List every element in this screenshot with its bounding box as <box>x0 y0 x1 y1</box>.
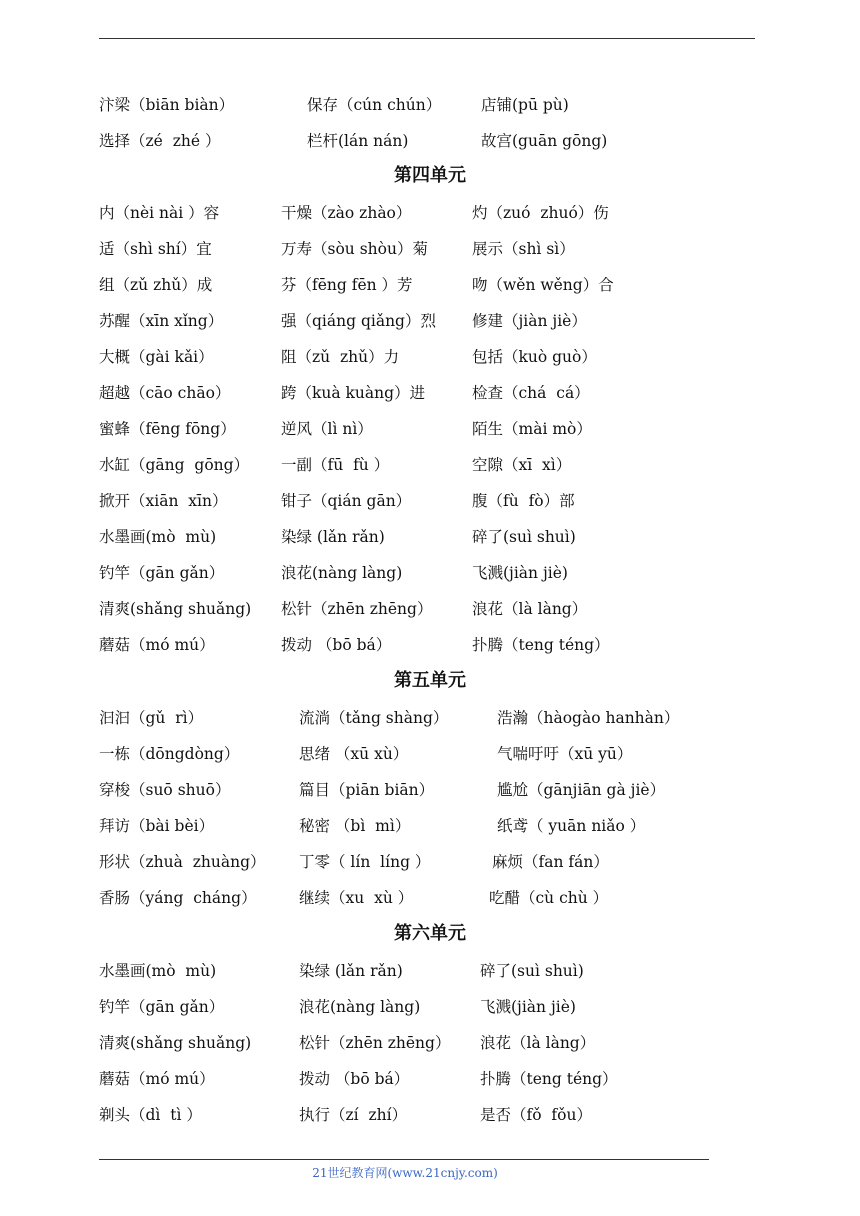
vocab-entry: 浩瀚（hàogào hanhàn） <box>497 709 680 727</box>
vocab-entry: 水墨画(mò mù) <box>99 528 217 546</box>
vocab-entry: 染绿 (lǎn rǎn) <box>299 962 403 980</box>
vocab-row <box>0 994 860 1020</box>
vocab-entry: 苏醒（xīn xǐng） <box>99 312 224 330</box>
vocab-entry: 组（zǔ zhǔ）成 <box>99 276 213 294</box>
vocab-entry: 蜜蜂（fēng fōng） <box>99 420 236 438</box>
vocab-entry: 汴梁（biān biàn） <box>99 96 235 114</box>
vocab-entry: 一副（fū fù ） <box>281 456 390 474</box>
vocab-entry: 保存（cún chún） <box>307 96 442 114</box>
vocab-entry: 篇目（piān biān） <box>299 781 435 799</box>
vocab-entry: 灼（zuó zhuó）伤 <box>472 204 609 222</box>
vocab-entry: 是否（fǒ fǒu） <box>480 1106 592 1124</box>
vocab-entry: 丁零（ lín líng ） <box>299 853 431 871</box>
vocab-entry: 强（qiáng qiǎng）烈 <box>281 312 436 330</box>
vocab-entry: 形状（zhuà zhuàng） <box>99 853 266 871</box>
vocab-row <box>0 1066 860 1092</box>
vocab-entry: 染绿 (lǎn rǎn) <box>281 528 385 546</box>
vocab-entry: 飞溅(jiàn jiè) <box>480 998 576 1016</box>
header-rule <box>99 38 755 39</box>
vocab-entry: 气喘吁吁（xū yū） <box>497 745 633 763</box>
vocab-row <box>0 777 860 803</box>
vocab-row <box>0 92 860 118</box>
vocab-row <box>0 596 860 622</box>
vocab-entry: 大概（gài kǎi） <box>99 348 214 366</box>
vocab-entry: 浪花(nàng làng) <box>299 998 421 1016</box>
vocab-entry: 汩汩（gǔ rì） <box>99 709 204 727</box>
vocab-entry: 穿梭（suō shuō） <box>99 781 231 799</box>
vocab-row <box>0 741 860 767</box>
vocab-entry: 腹（fù fò）部 <box>472 492 575 510</box>
vocab-row <box>0 1102 860 1128</box>
vocab-row <box>0 128 860 154</box>
page-footer: 21世纪教育网(www.21cnjy.com) <box>312 1166 498 1180</box>
vocab-row <box>0 236 860 262</box>
vocab-row <box>0 632 860 658</box>
vocab-entry: 栏杆(lán nán) <box>307 132 409 150</box>
vocab-entry: 跨（kuà kuàng）进 <box>281 384 426 402</box>
unit-heading: 第五单元 <box>394 670 466 691</box>
vocab-entry: 吃醋（cù chù ） <box>489 889 609 907</box>
vocab-entry: 拜访（bài bèi） <box>99 817 215 835</box>
vocab-entry: 碎了(suì shuì) <box>480 962 584 980</box>
vocab-entry: 空隙（xī xì） <box>472 456 572 474</box>
vocab-entry: 浪花（là làng） <box>472 600 588 618</box>
vocab-row <box>0 958 860 984</box>
vocab-entry: 流淌（tǎng shàng） <box>299 709 449 727</box>
vocab-entry: 蘑菇（mó mú） <box>99 636 215 654</box>
vocab-entry: 陌生（mài mò） <box>472 420 592 438</box>
vocab-entry: 浪花(nàng làng) <box>281 564 403 582</box>
vocab-entry: 修建（jiàn jiè） <box>472 312 587 330</box>
vocab-entry: 掀开（xiān xīn） <box>99 492 228 510</box>
vocab-entry: 浪花（là làng） <box>480 1034 596 1052</box>
vocab-entry: 拨动 （bō bá） <box>281 636 392 654</box>
vocab-entry: 纸鸢（ yuān niǎo ） <box>497 817 646 835</box>
vocab-row <box>0 885 860 911</box>
footer-rule <box>99 1159 709 1160</box>
vocab-entry: 继续（xu xù ） <box>299 889 414 907</box>
vocab-entry: 水墨画(mò mù) <box>99 962 217 980</box>
vocab-entry: 碎了(suì shuì) <box>472 528 576 546</box>
vocab-entry: 钓竿（gān gǎn） <box>99 998 225 1016</box>
vocab-entry: 内（nèi nài ）容 <box>99 204 220 222</box>
vocab-row <box>0 813 860 839</box>
vocab-row <box>0 344 860 370</box>
vocab-entry: 拨动 （bō bá） <box>299 1070 410 1088</box>
vocab-entry: 扑腾（teng téng） <box>480 1070 618 1088</box>
vocab-entry: 包括（kuò guò） <box>472 348 597 366</box>
vocab-entry: 适（shì shí）宜 <box>99 240 212 258</box>
vocab-row <box>0 560 860 586</box>
vocab-entry: 执行（zí zhí） <box>299 1106 408 1124</box>
vocab-entry: 麻烦（fan fán） <box>492 853 609 871</box>
vocab-row <box>0 200 860 226</box>
vocab-entry: 阻（zǔ zhǔ）力 <box>281 348 400 366</box>
vocab-row <box>0 452 860 478</box>
unit-heading: 第四单元 <box>394 165 466 186</box>
vocab-entry: 芬（fēng fēn ）芳 <box>281 276 413 294</box>
vocab-row <box>0 1030 860 1056</box>
vocab-entry: 飞溅(jiàn jiè) <box>472 564 568 582</box>
vocab-entry: 逆风（lì nì） <box>281 420 373 438</box>
vocab-entry: 故宫(guān gōng) <box>481 132 608 150</box>
vocab-entry: 秘密 （bì mì） <box>299 817 411 835</box>
vocab-entry: 钳子（qián gān） <box>281 492 412 510</box>
vocab-entry: 水缸（gāng gōng） <box>99 456 250 474</box>
vocab-entry: 尴尬（gānjiān gà jiè） <box>497 781 666 799</box>
vocab-row <box>0 524 860 550</box>
vocab-row <box>0 308 860 334</box>
vocab-row <box>0 488 860 514</box>
vocab-entry: 万寿（sòu shòu）菊 <box>281 240 428 258</box>
vocab-entry: 松针（zhēn zhēng） <box>281 600 433 618</box>
vocab-entry: 扑腾（teng téng） <box>472 636 610 654</box>
vocab-row <box>0 849 860 875</box>
vocab-entry: 一栋（dōngdòng） <box>99 745 240 763</box>
vocab-entry: 干燥（zào zhào） <box>281 204 412 222</box>
vocab-entry: 超越（cāo chāo） <box>99 384 231 402</box>
vocab-entry: 检查（chá cá） <box>472 384 590 402</box>
vocab-entry: 香肠（yáng cháng） <box>99 889 257 907</box>
vocab-row <box>0 416 860 442</box>
unit-heading: 第六单元 <box>394 923 466 944</box>
vocab-row <box>0 380 860 406</box>
vocab-entry: 展示（shì sì） <box>472 240 575 258</box>
vocab-row <box>0 272 860 298</box>
vocab-entry: 选择（zé zhé ） <box>99 132 221 150</box>
vocab-entry: 思绪 （xū xù） <box>299 745 409 763</box>
vocab-entry: 蘑菇（mó mú） <box>99 1070 215 1088</box>
vocab-entry: 钓竿（gān gǎn） <box>99 564 225 582</box>
vocab-entry: 剃头（dì tì ） <box>99 1106 202 1124</box>
vocab-entry: 清爽(shǎng shuǎng) <box>99 600 252 618</box>
vocab-row <box>0 705 860 731</box>
vocab-entry: 吻（wěn wěng）合 <box>472 276 614 294</box>
vocab-entry: 店铺(pū pù) <box>481 96 569 114</box>
vocab-entry: 松针（zhēn zhēng） <box>299 1034 451 1052</box>
vocab-entry: 清爽(shǎng shuǎng) <box>99 1034 252 1052</box>
